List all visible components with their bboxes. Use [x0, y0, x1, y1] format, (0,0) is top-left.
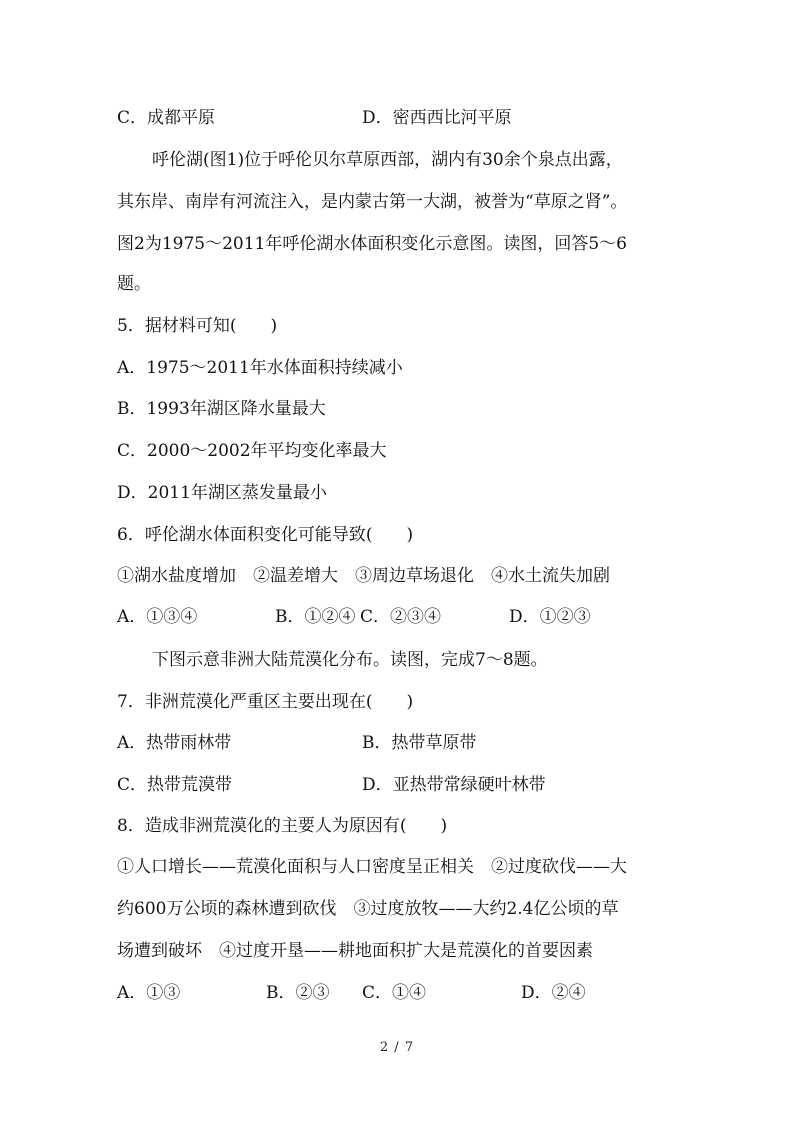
- q6-option-d: D．①②③: [509, 607, 591, 627]
- q8-option-c: C．①④: [362, 983, 427, 1003]
- q4-option-d: D．密西西比河平原: [362, 108, 512, 128]
- q6-items: ①湖水盐度增加 ②温差增大 ③周边草场退化 ④水土流失加剧: [117, 566, 610, 586]
- q7-option-b: B．热带草原带: [362, 733, 477, 753]
- q7-option-a: A．热带雨林带: [117, 733, 232, 753]
- q8-option-d: D．②④: [521, 983, 586, 1003]
- q5-option-b: B．1993年湖区降水量最大: [117, 399, 326, 419]
- passage1-line2: 其东岸、南岸有河流注入，是内蒙古第一大湖，被誉为“草原之肾”。: [117, 192, 628, 212]
- passage1-line1: 呼伦湖(图1)位于呼伦贝尔草原西部，湖内有30余个泉点出露，: [152, 150, 623, 170]
- q8-option-b: B．②③: [266, 983, 330, 1003]
- q6-option-a: A．①③④: [117, 607, 198, 627]
- passage1-line4: 题。: [117, 274, 151, 294]
- passage1-line3: 图2为1975～2011年呼伦湖水体面积变化示意图。读图，回答5～6: [117, 234, 627, 254]
- q5-stem: 5．据材料可知( ): [117, 316, 278, 336]
- q8-option-a: A．①③: [117, 983, 181, 1003]
- q5-option-a: A．1975～2011年水体面积持续减小: [117, 358, 403, 378]
- q8-line3: 场遭到破坏 ④过度开垦——耕地面积扩大是荒漠化的首要因素: [117, 941, 593, 961]
- q6-option-c: C．②③④: [360, 607, 442, 627]
- q5-option-c: C．2000～2002年平均变化率最大: [117, 441, 387, 461]
- q7-stem: 7．非洲荒漠化严重区主要出现在( ): [117, 692, 414, 712]
- passage2-line1: 下图示意非洲大陆荒漠化分布。读图，完成7～8题。: [152, 650, 548, 670]
- page-number: 2 / 7: [379, 1040, 415, 1055]
- q8-stem: 8．造成非洲荒漠化的主要人为原因有( ): [117, 816, 448, 836]
- q7-option-d: D．亚热带常绿硬叶林带: [362, 775, 546, 795]
- q5-option-d: D．2011年湖区蒸发量最小: [117, 483, 327, 503]
- q7-option-c: C．热带荒漠带: [117, 775, 233, 795]
- q6-option-b: B．①②④: [275, 607, 356, 627]
- q6-stem: 6．呼伦湖水体面积变化可能导致( ): [117, 525, 414, 545]
- q8-line2: 约600万公顷的森林遭到砍伐 ③过度放牧——大约2.4亿公顷的草: [117, 899, 619, 919]
- q4-option-c: C．成都平原: [117, 108, 216, 128]
- q8-line1: ①人口增长——荒漠化面积与人口密度呈正相关 ②过度砍伐——大: [117, 857, 627, 877]
